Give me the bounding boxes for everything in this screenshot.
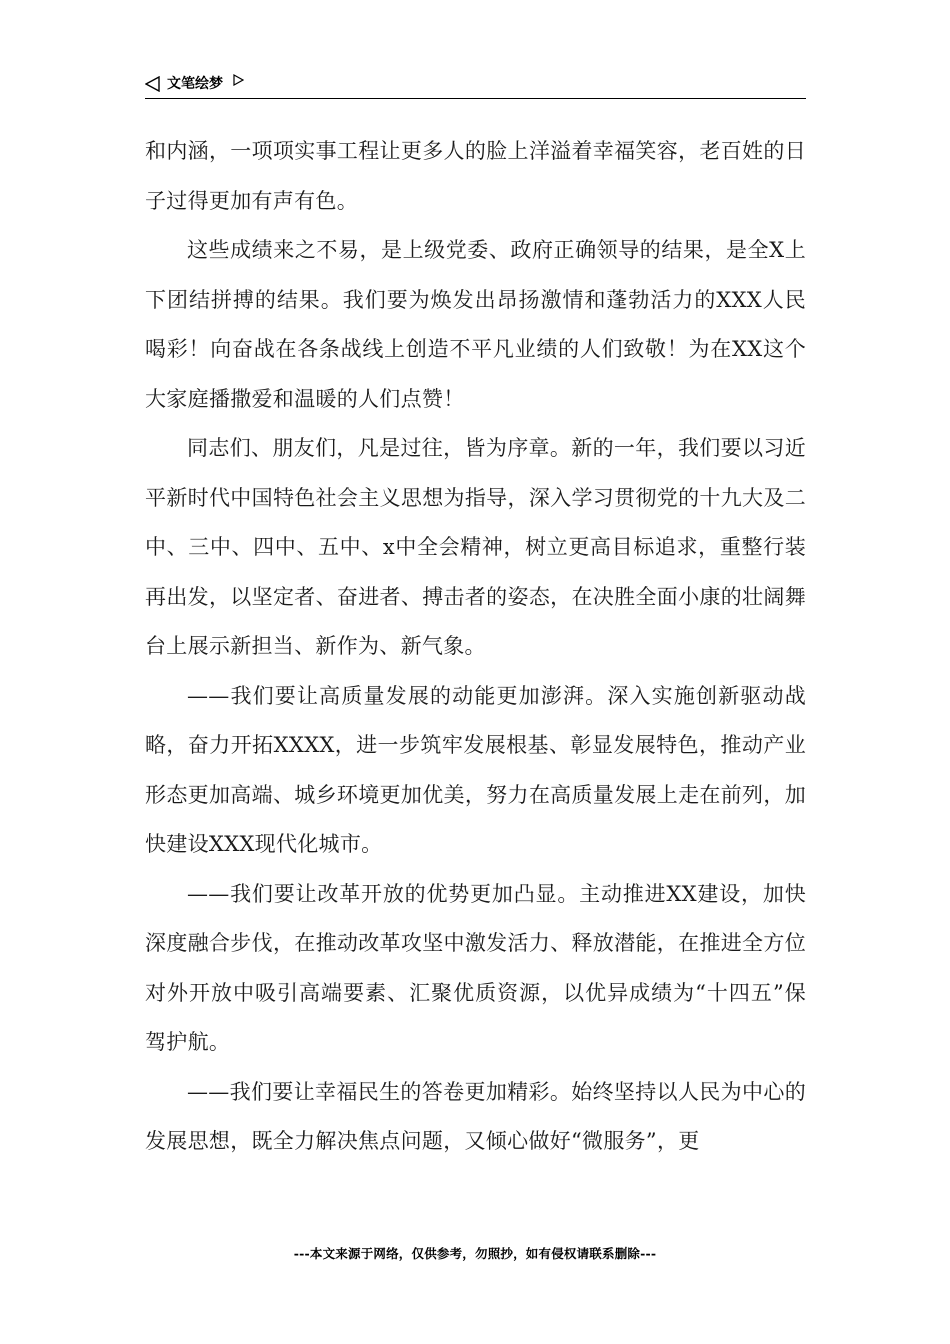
paragraph: ——我们要让幸福民生的答卷更加精彩。始终坚持以人民为中心的发展思想，既全力解决焦点问题，又倾心做好“微服务”，更 xyxy=(145,1079,806,1153)
header-brand: 文笔绘梦 xyxy=(167,76,223,92)
paragraph: 这些成绩来之不易，是上级党委、政府正确领导的结果，是全X上下团结拼搏的结果。我们要为焕发出昂扬激情和蓬勃活力的XXX人民喝彩！向奋战在各条战线上创造不平凡业绩的人们致敬！为在XX这个大家庭播撒爱和温暖的人们点赞！ xyxy=(145,238,806,411)
footer-disclaimer: ---本文来源于网络，仅供参考，勿照抄，如有侵权请联系删除--- xyxy=(293,1246,657,1261)
paragraph: ——我们要让改革开放的优势更加凸显。主动推进XX建设，加快深度融合步伐，在推动改革攻坚中激发活力、释放潜能，在推进全方位对外开放中吸引高端要素、汇聚优质资源，以优异成绩为“十四五”保驾护航。 xyxy=(145,881,806,1054)
paragraph-continued: 和内涵，一项项实事工程让更多人的脸上洋溢着幸福笑容，老百姓的日子过得更加有声有色。 xyxy=(145,139,806,213)
paragraph: 同志们、朋友们，凡是过往，皆为序章。新的一年，我们要以习近平新时代中国特色社会主义思想为指导，深入学习贯彻党的十九大及二中、三中、四中、五中、x中全会精神，树立更高目标追求，重整行装再出发，以坚定者、奋进者、搏击者的姿态，在决胜全面小康的壮阔舞台上展示新担当、新作为、新气象。 xyxy=(145,436,806,658)
paragraph: ——我们要让高质量发展的动能更加澎湃。深入实施创新驱动战略，奋力开拓XXXX，进一步筑牢发展根基、彰显发展特色，推动产业形态更加高端、城乡环境更加优美，努力在高质量发展上走在前列，加快建设XXX现代化城市。 xyxy=(145,683,806,856)
triangle-left-outline-icon xyxy=(145,76,160,92)
document-body xyxy=(145,127,806,1167)
triangle-right-outline-icon xyxy=(233,74,244,86)
page-header xyxy=(145,72,806,99)
